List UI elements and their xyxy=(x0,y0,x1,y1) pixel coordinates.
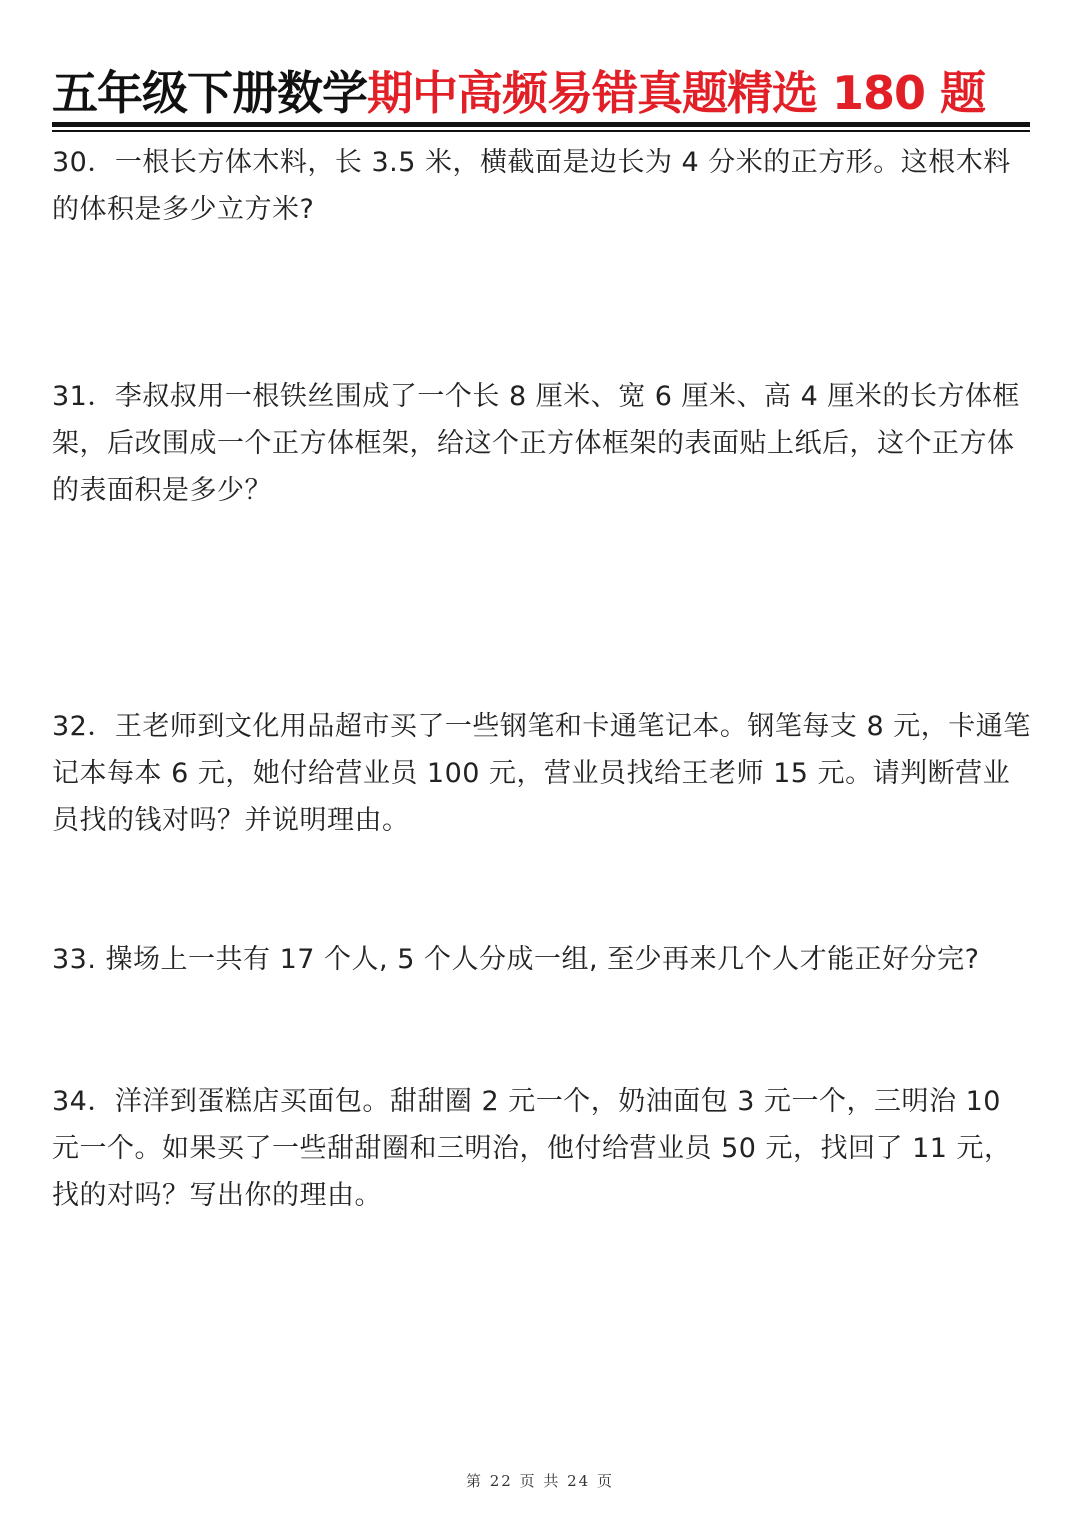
document-title xyxy=(52,58,1032,128)
question-32: 32．王老师到文化用品超市买了一些钢笔和卡通笔记本。钢笔每支 8 元，卡通笔记本每本 6 元，她付给营业员 100 元，营业员找给王老师 15 元。请判断营业员找的钱对吗？并说明理由。 xyxy=(52,711,1031,836)
page-number: 第 22 页 共 24 页 xyxy=(465,1472,614,1490)
title-underline-thick xyxy=(52,122,1030,127)
title-highlight: 期中高频易错真题精选 180 题 xyxy=(367,66,986,120)
question-31: 31．李叔叔用一根铁丝围成了一个长 8 厘米、宽 6 厘米、高 4 厘米的长方体框架，后改围成一个正方体框架，给这个正方体框架的表面贴上纸后，这个正方体的表面积是多少？ xyxy=(52,381,1020,506)
title-grade-subject: 五年级下册数学 xyxy=(52,66,367,120)
question-34: 34．洋洋到蛋糕店买面包。甜甜圈 2 元一个，奶油面包 3 元一个，三明治 10 元一个。如果买了一些甜甜圈和三明治，他付给营业员 50 元，找回了 11 元，找的对吗？写出你的理由。 xyxy=(52,1086,1012,1211)
question-30: 30．一根长方体木料，长 3.5 米，横截面是边长为 4 分米的正方形。这根木料的体积是多少立方米? xyxy=(52,147,1011,225)
question-33: 33. 操场上一共有 17 个人, 5 个人分成一组, 至少再来几个人才能正好分完? xyxy=(52,944,980,975)
title-underline-thin xyxy=(52,130,1030,132)
